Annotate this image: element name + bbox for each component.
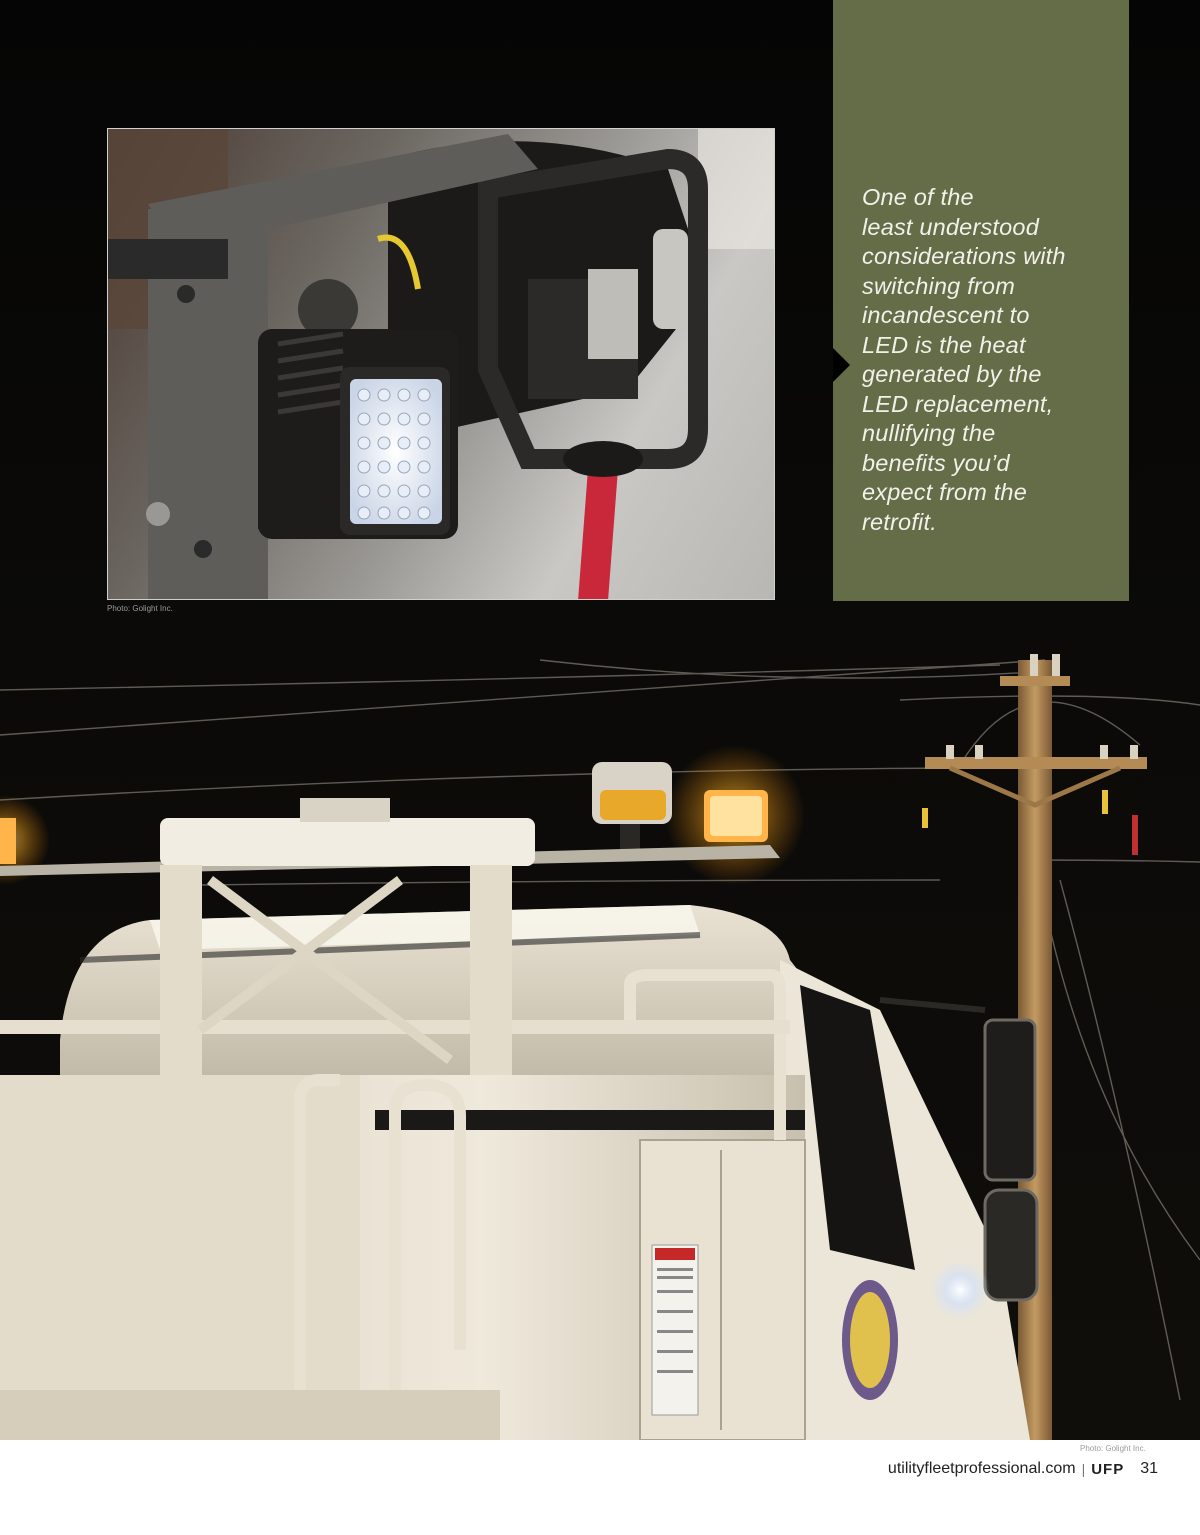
pull-quote-line: generated by the	[862, 361, 1042, 387]
page-footer	[888, 1458, 1158, 1480]
pull-quote-line: benefits you’d	[862, 449, 1010, 476]
footer-website-link[interactable]: utilityfleetprofessional.com	[887, 1460, 1076, 1477]
led-work-light-photo	[107, 128, 775, 600]
pull-quote-line: nullifying the	[862, 420, 996, 446]
main-photo-credit: Photo: Golight Inc.	[1080, 1444, 1146, 1453]
pull-quote-line: retrofit.	[862, 508, 937, 535]
footer-brand: UFP	[1091, 1460, 1125, 1478]
pull-quote-line: LED replacement,	[862, 390, 1054, 417]
page-number: 31	[1140, 1460, 1158, 1477]
led-work-light-illustration	[108, 129, 775, 600]
pull-quote-line: switching from	[862, 272, 1015, 299]
pull-quote-line: least understood	[862, 213, 1039, 240]
pull-quote-line: One of the	[862, 184, 974, 210]
pull-quote-line: incandescent to	[862, 302, 1030, 328]
pull-quote-line: expect from the	[862, 479, 1027, 505]
pull-quote-arrow-icon	[833, 348, 850, 382]
footer-separator: |	[1081, 1461, 1086, 1477]
pull-quote-text	[862, 183, 1112, 537]
pull-quote-line: considerations with	[862, 243, 1066, 269]
inset-photo-credit: Photo: Golight Inc.	[107, 604, 173, 613]
pull-quote-line: LED is the heat	[862, 331, 1026, 358]
